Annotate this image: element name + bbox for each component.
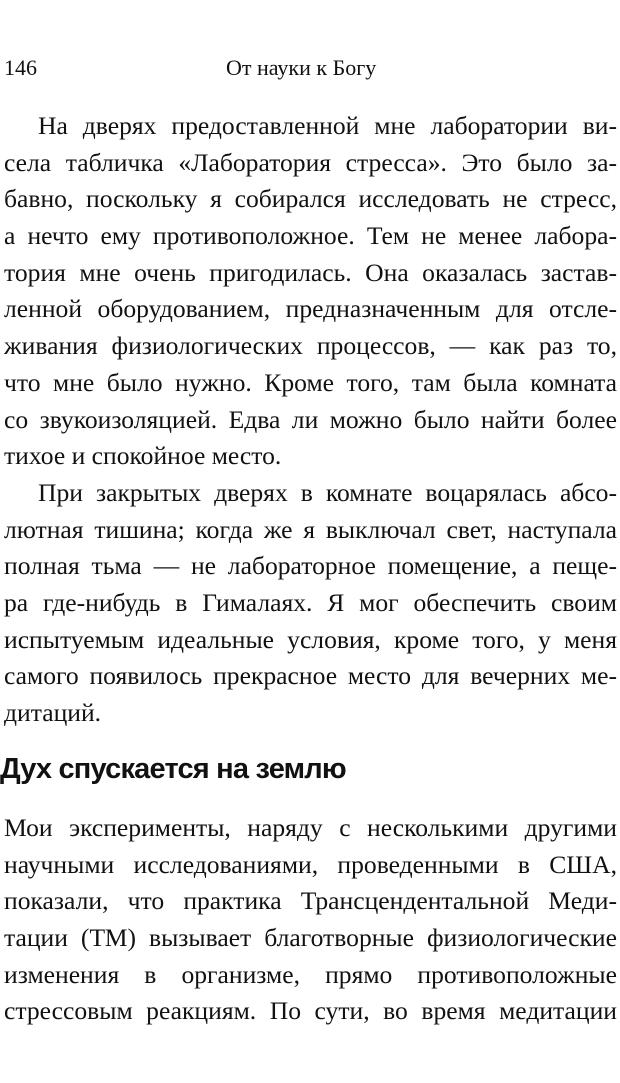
text-line: самого появилось прекрасное место для вечерних ме-: [4, 661, 617, 691]
text-line: ра где-нибудь в Гималаях. Я мог обеспечить своим: [4, 588, 617, 618]
text-line: тихое и спокойное место.: [4, 441, 282, 471]
running-title: От науки к Богу: [226, 55, 377, 80]
text-line: дитаций.: [4, 698, 102, 728]
text-line: полная тьма — не лабораторное помещение, а пеще-: [4, 551, 617, 581]
text-line: живания физиологических процессов, — как раз то,: [4, 331, 617, 361]
page-header: [4, 55, 604, 85]
text-line: научными исследованиями, проведенными в США,: [4, 849, 617, 879]
text-line: стрессовым реакциям. По сути, во время медитации: [4, 996, 617, 1026]
text-line: со звукоизоляцией. Едва ли можно было найти более: [4, 404, 617, 434]
text-line: испытуемым идеальные условия, кроме того, у меня: [4, 624, 617, 654]
text-line: ленной оборудованием, предназначенным для отсле-: [4, 294, 617, 324]
text-line: тория мне очень пригодилась. Она оказалась застав-: [4, 257, 617, 287]
text-line: села табличка «Лаборатория стресса». Это было за-: [4, 147, 617, 177]
paragraph-2: [4, 475, 617, 732]
text-line: показали, что практика Трансцендентальной Меди-: [4, 886, 617, 916]
text-line: тации (ТМ) вызывает благотворные физиологические: [4, 923, 617, 953]
text-line: На дверях предоставленной мне лаборатории ви-: [38, 111, 617, 140]
text-line: При закрытых дверях в комнате воцарялась абсо-: [38, 478, 617, 507]
page-number: 146: [4, 55, 37, 80]
text-line: изменения в организме, прямо противоположные: [4, 959, 617, 989]
paragraph-1: [4, 108, 617, 475]
section-heading: Дух спускается на землю: [0, 753, 346, 785]
text-line: что мне было нужно. Кроме того, там была комната: [4, 367, 617, 397]
text-line: Мои эксперименты, наряду с несколькими другими: [4, 813, 617, 842]
paragraph-3: [4, 810, 617, 1030]
text-line: а нечто ему противоположное. Тем не менее лабора-: [4, 221, 617, 251]
text-line: лютная тишина; когда же я выключал свет, наступала: [4, 514, 617, 544]
text-line: бавно, поскольку я собирался исследовать не стресс,: [4, 184, 617, 214]
